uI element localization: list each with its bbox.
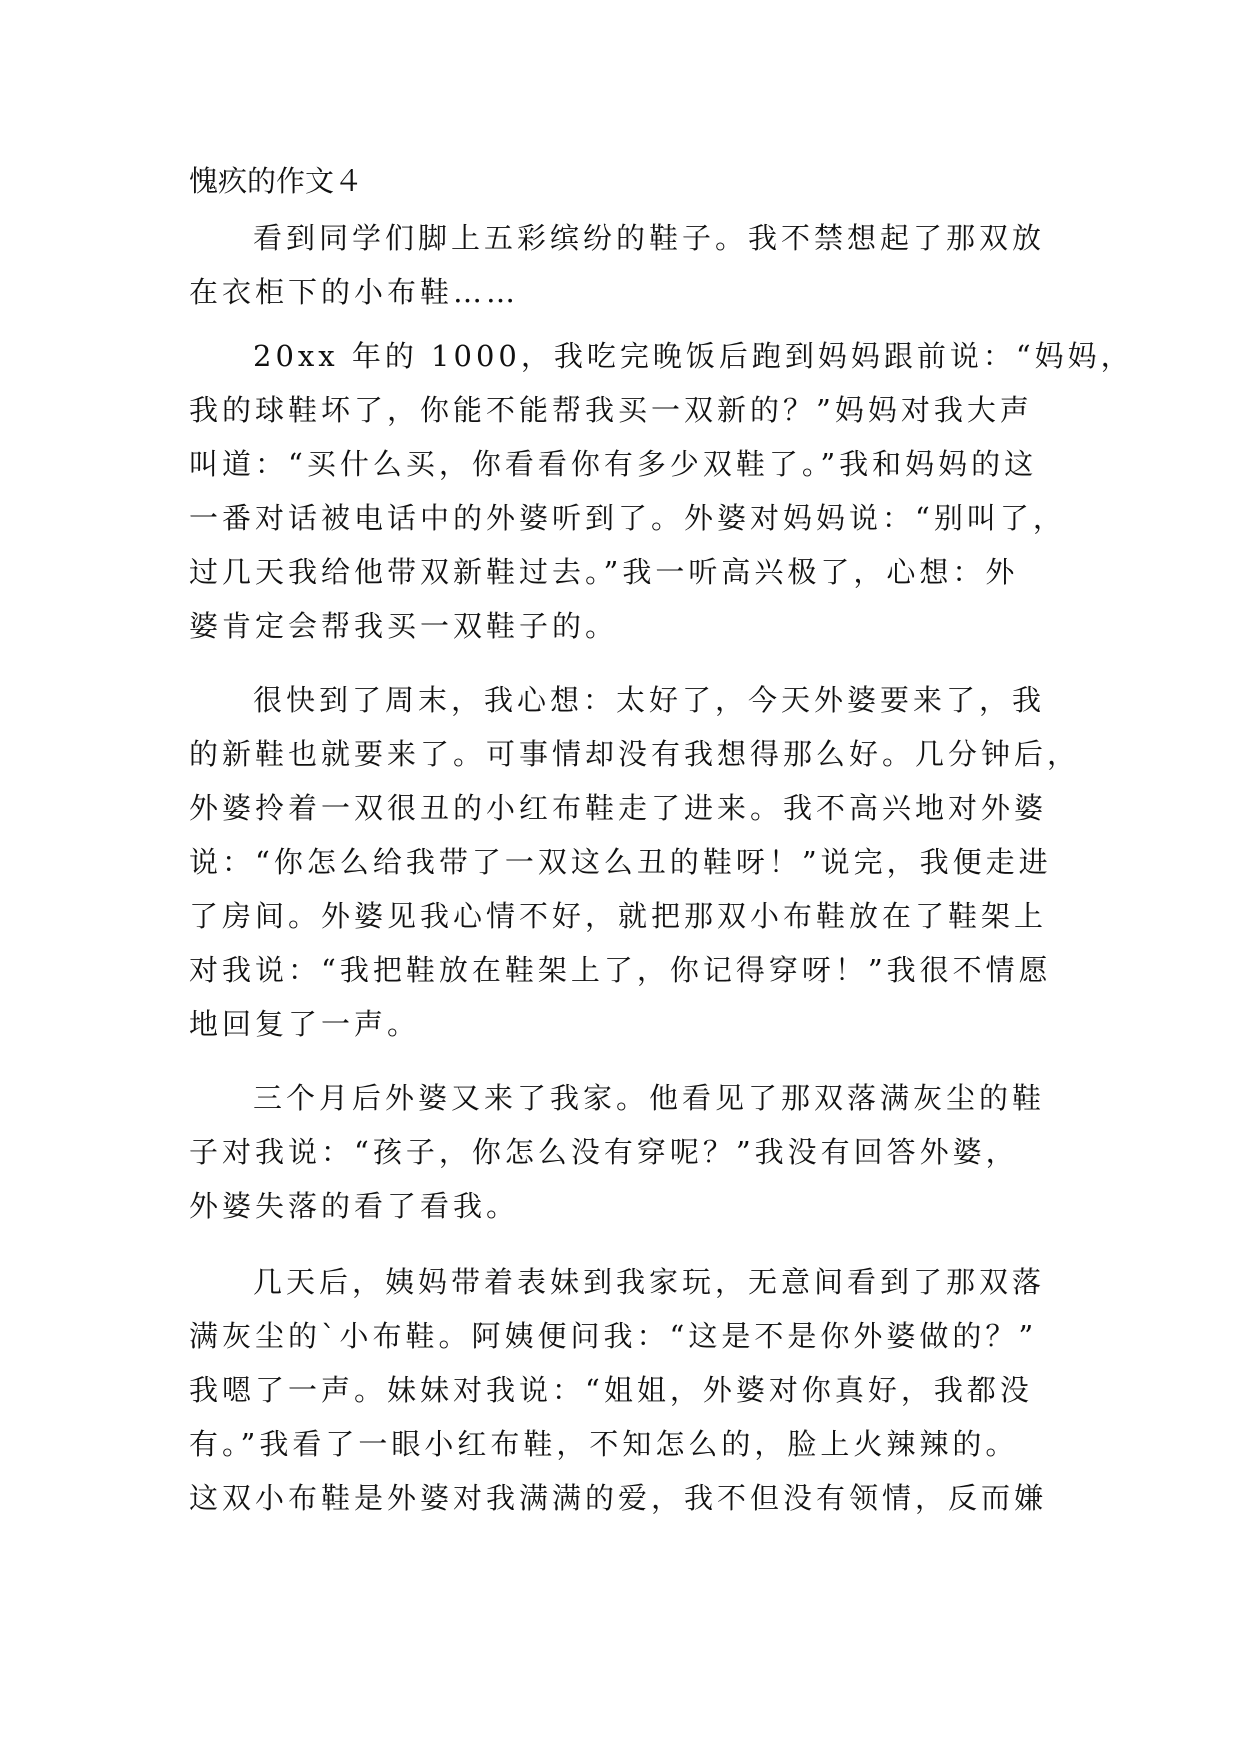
text-line-17: 子对我说：“孩子，你怎么没有穿呢？”我没有回答外婆， [189, 1135, 1019, 1169]
text-line-4: 我的球鞋坏了，你能不能帮我买一双新的？”妈妈对我大声 [189, 393, 1033, 427]
text-line-5: 叫道：“买什么买，你看看你有多少双鞋了。”我和妈妈的这 [189, 447, 1038, 481]
text-line-15: 地回复了一声。 [189, 1007, 421, 1041]
text-line-2: 在衣柜下的小布鞋…… [189, 275, 520, 309]
text-line-20: 满灰尘的`小布鞋。阿姨便问我：“这是不是你外婆做的？” [189, 1319, 1038, 1353]
text-line-10: 的新鞋也就要来了。可事情却没有我想得那么好。几分钟后， [189, 737, 1081, 771]
text-line-14: 对我说：“我把鞋放在鞋架上了，你记得穿呀！”我很不情愿 [189, 953, 1052, 987]
text-line-16: 三个月后外婆又来了我家。他看见了那双落满灰尘的鞋 [253, 1081, 1046, 1115]
text-line-3: 20xx 年的 1000，我吃完晚饭后跑到妈妈跟前说：“妈妈， [253, 339, 1134, 373]
text-line-12: 说：“你怎么给我带了一双这么丑的鞋呀！”说完，我便走进 [189, 845, 1052, 879]
text-line-11: 外婆拎着一双很丑的小红布鞋走了进来。我不高兴地对外婆 [189, 791, 1048, 825]
text-line-23: 这双小布鞋是外婆对我满满的爱，我不但没有领情，反而嫌 [189, 1481, 1048, 1515]
text-line-19: 几天后，姨妈带着表妹到我家玩，无意间看到了那双落 [253, 1265, 1046, 1299]
text-line-21: 我嗯了一声。妹妹对我说：“姐姐，外婆对你真好，我都没 [189, 1373, 1033, 1407]
text-line-9: 很快到了周末，我心想：太好了，今天外婆要来了，我 [253, 683, 1046, 717]
text-line-7: 过几天我给他带双新鞋过去。”我一听高兴极了，心想：外 [189, 555, 1019, 589]
text-line-8: 婆肯定会帮我买一双鞋子的。 [189, 609, 619, 643]
text-line-22: 有。”我看了一眼小红布鞋，不知怎么的，脸上火辣辣的。 [189, 1427, 1019, 1461]
text-line-18: 外婆失落的看了看我。 [189, 1189, 520, 1223]
document-title: 愧疚的作文４ [189, 164, 364, 198]
text-line-13: 了房间。外婆见我心情不好，就把那双小布鞋放在了鞋架上 [189, 899, 1048, 933]
text-line-1: 看到同学们脚上五彩缤纷的鞋子。我不禁想起了那双放 [253, 221, 1046, 255]
text-line-6: 一番对话被电话中的外婆听到了。外婆对妈妈说：“别叫了， [189, 501, 1066, 535]
